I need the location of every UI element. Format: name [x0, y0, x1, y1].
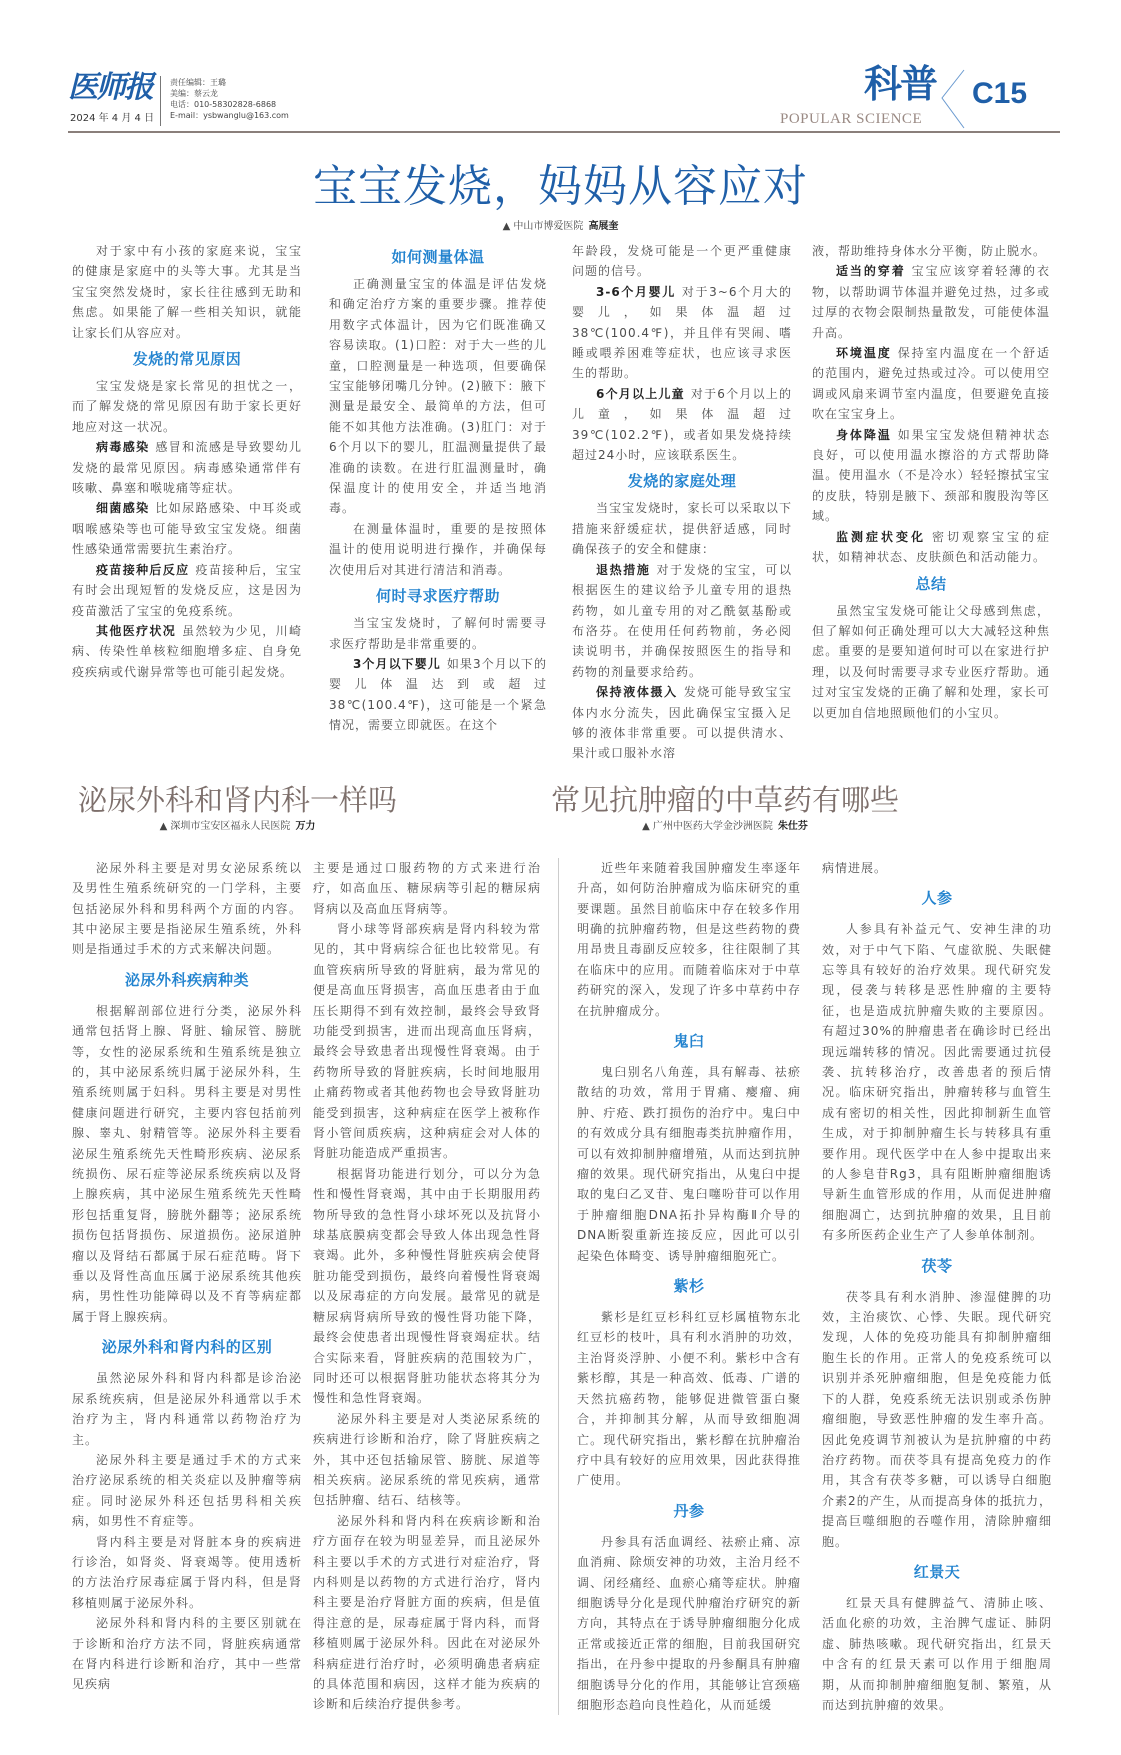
paragraph	[812, 241, 1050, 261]
left-article-column-2	[313, 858, 541, 1716]
paragraph	[812, 261, 1050, 343]
paragraph	[577, 858, 801, 1021]
top-article-column-4	[812, 241, 1050, 723]
paragraph-text: 年龄段，发烧可能是一个更严重健康问题的信号。	[572, 244, 792, 279]
top-article-body	[72, 241, 1121, 764]
paragraph	[72, 621, 302, 682]
paragraph	[822, 919, 1052, 1246]
paragraph-text: 泌尿外科和肾内科的主要区别就在于诊断和治疗方法不同，肾脏疾病通常在肾内科进行诊断和治疗，其中一些常见疾病	[72, 1616, 302, 1692]
paragraph	[72, 241, 302, 343]
section-heading: 丹参	[673, 1501, 705, 1520]
section-name-en: POPULAR SCIENCE	[780, 111, 923, 127]
paragraph-text: 泌尿外科主要是对人类泌尿系统的疾病进行诊断和治疗，除了肾脏疾病之外，其中还包括输尿管、膀胱、尿道等相关疾病。泌尿系统的常见疾病，通常包括肿瘤、结石、结核等。	[313, 1411, 541, 1508]
section-heading: 鬼臼	[673, 1032, 705, 1050]
paragraph-text: 感冒和流感是导致婴幼儿发烧的最常见原因。病毒感染通常伴有咳嗽、鼻塞和喉咙痛等症状。	[72, 440, 302, 496]
byline-author: 万力	[295, 820, 316, 832]
paragraph-lead: 病毒感染	[96, 440, 150, 455]
paragraph-lead: 适当的穿着	[836, 264, 906, 279]
paragraph-lead: 环境温度	[836, 346, 892, 361]
top-article-column-3	[572, 241, 792, 764]
left-article-title: 泌尿外科和肾内科一样吗	[77, 782, 397, 817]
paragraph	[572, 384, 792, 466]
paragraph	[72, 858, 302, 960]
newspaper-logo: 医师报	[68, 70, 152, 105]
paragraph-text: 液，帮助维持身体水分平衡，防止脱水。	[812, 244, 1047, 258]
paragraph-text: 对于6个月以上的儿童，如果体温超过39℃(102.2℉)，或者如果发烧持续超过24小时，应该联系医生。	[572, 386, 792, 463]
paragraph-lead: 保持液体摄入	[596, 685, 678, 700]
paragraph-text: 茯苓具有利水消肿、渗湿健脾的功效，主治痰饮、心悸、失眠。现代研究发现，人体的免疫功能具有抑制肿瘤细胞生长的作用。正常人的免疫系统可以识别并杀死肿瘤细胞，但是免疫能力低下的人群，免疫系统无法识别或杀伤肿瘤细胞，导致恶性肿瘤的发生率升高。因此免疫调节剂被认为是抗肿瘤的中药治疗药物。而茯苓具有提高免疫力的作用，其含有茯苓多糖，可以诱导白细胞介素2的产生，从而提高身体的抵抗力，提高巨噬细胞的吞噬作用，清除肿瘤细胞。	[822, 1289, 1052, 1549]
paragraph-text: 虽然较为少见，川崎病、传染性单核粒细胞增多症、自身免疫疾病或代谢异常等也可能引起发烧。	[72, 623, 302, 679]
paragraph-text: 当宝宝发烧时，了解何时需要寻求医疗帮助是非常重要的。	[329, 616, 547, 651]
email: E-mail：ysbwanglu@163.com	[170, 111, 289, 120]
paragraph	[313, 1511, 541, 1715]
paragraph-text: 肾小球等肾部疾病是肾内科较为常见的，其中肾病综合征也比较常见。有血管疾病所导致的肾脏病，最为常见的便是高血压肾损害，高血压患者由于血压长期得不到有效控制，最终会导致肾功能受到损害，进而出现高血压肾病，最终会导致患者出现慢性肾衰竭。由于药物所导致的肾脏疾病，长时间地服用止痛药物或者其他药物也会导致肾脏功能受到损害，这种病症在医学上被称作肾小管间质疾病，这种病症会对人体的肾脏功能造成严重损害。	[313, 921, 541, 1161]
paragraph	[72, 437, 302, 498]
paragraph-text: 密切观察宝宝的症状，如精神状态、皮肤颜色和活动能力。	[812, 529, 1050, 565]
section-heading: 泌尿外科和肾内科的区别	[101, 1338, 273, 1357]
byline-author: 高展奎	[588, 221, 619, 232]
page-number: C15	[972, 77, 1028, 110]
phone: 电话：010-58302828-6868	[170, 100, 277, 109]
paragraph	[72, 1001, 302, 1328]
section-heading: 泌尿外科疾病种类	[124, 970, 249, 989]
paragraph	[572, 682, 792, 764]
paragraph	[313, 919, 541, 1164]
top-article-title: 宝宝发烧，妈妈从容应对	[313, 161, 808, 212]
section-heading: 紫杉	[673, 1277, 705, 1296]
paragraph-text: 当宝宝发烧时，家长可以采取以下措施来舒缓症状，提供舒适感，同时确保孩子的安全和健康：	[572, 501, 792, 557]
paragraph-text: 泌尿外科和肾内科在疾病诊断和治疗方面存在较为明显差异，而且泌尿外科主要以手术的方式进行对症治疗，肾内科则是以药物的方式进行治疗，肾内科主要是治疗肾脏方面的疾病，但是值得注意的是，尿毒症属于肾内科，而肾移植则属于泌尿外科。因此在对泌尿外科病症进行治疗时，必须明确患者病症的具体范围和病因，这样才能为疾病的诊断和后续治疗提供参考。	[313, 1513, 541, 1712]
paragraph-text: 如果3个月以下的婴儿体温达到或超过38℃(100.4℉)，这可能是一个紧急情况，需要立即就医。在这个	[329, 656, 547, 733]
paragraph	[812, 343, 1050, 425]
paragraph-text: 正确测量宝宝的体温是评估发烧和确定治疗方案的重要步骤。推荐使用数字式体温计，因为它们既准确又容易读取。(1)口腔：对于大一些的儿童，口腔测量是一种选项，但要确保宝宝能够闭嘴几分钟。(2)腋下：腋下测量是最安全、最简单的方法，但可能不如其他方法准确。(3)肛门：对于6个月以下的婴儿，肛温测量提供了最准确的读数。在进行肛温测量时，确保温度计的使用安全，并适当地消毒。	[329, 277, 547, 516]
paragraph-lead: 退热措施	[596, 562, 651, 577]
paragraph	[329, 519, 547, 580]
left-article-header	[0, 782, 475, 834]
paragraph-lead: 疫苗接种后反应	[96, 562, 190, 577]
section-name: 科普	[864, 62, 937, 106]
paragraph-lead: 监测症状变化	[836, 529, 926, 544]
paragraph	[577, 1062, 801, 1266]
right-article-byline	[642, 820, 808, 834]
byline-author: 朱仕芬	[777, 820, 808, 832]
paragraph	[812, 527, 1050, 568]
editor-info	[170, 77, 289, 121]
paragraph-text: 保持室内温度在一个舒适的范围内，避免过热或过冷。可以使用空调或风扇来调节室内温度，但要避免直接吹在宝宝身上。	[812, 346, 1050, 422]
left-article-column-1	[72, 858, 302, 1716]
editor-name: 责任编辑：王璐	[170, 78, 226, 87]
paragraph-text: 根据肾功能进行划分，可以分为急性和慢性肾衰竭，其中由于长期服用药物所导致的急性肾小球坏死以及抗肾小球基底膜病变都会导致人体出现急性肾衰竭。此外，多种慢性肾脏疾病会使肾脏功能受到损伤，最终向着慢性肾衰竭以及尿毒症的方向发展。最常见的就是糖尿病肾病所导致的慢性肾功能下降，最终会使患者出现慢性肾衰竭症状。结合实际来看，肾脏疾病的范围较为广，同时还可以根据肾脏功能状态将其分为慢性和急性肾衰竭。	[313, 1166, 541, 1406]
paragraph	[72, 1613, 302, 1695]
right-article-column-2	[822, 858, 1052, 1716]
left-article-byline	[160, 820, 316, 834]
top-article-column-2	[329, 241, 547, 736]
paragraph	[72, 560, 302, 621]
paragraph	[822, 1287, 1052, 1552]
paragraph-text: 比如尿路感染、中耳炎或咽喉感染等也可能导致宝宝发烧。细菌性感染通常需要抗生素治疗。	[72, 501, 302, 557]
paragraph-text: 发烧可能导致宝宝体内水分流失，因此确保宝宝摄入足够的液体非常重要。可以提供清水、果汁或口服补水溶	[572, 685, 792, 761]
bottom-articles-body	[72, 858, 1121, 1716]
byline-org: ▲ 中山市博爱医院	[502, 221, 584, 232]
top-article-byline	[0, 220, 1121, 234]
paragraph	[572, 498, 792, 559]
paragraph-text: 根据解剖部位进行分类，泌尿外科通常包括肾上腺、肾脏、输尿管、膀胱等，女性的泌尿系统和生殖系统是独立的，其中泌尿系统归属于泌尿外科，生殖系统则属于妇科。男科主要是对男性健康问题进行研究，主要内容包括前列腺、睾丸、射精管等。泌尿外科主要看泌尿生殖系统先天性畸形疾病、泌尿系统损伤、尿石症等泌尿系统疾病以及肾上腺疾病，其中泌尿生殖系统先天性畸形包括重复肾，膀胱外翻等；泌尿系统损伤包括肾损伤、尿道损伤。泌尿道肿瘤以及肾结石都属于尿石症范畴。肾下垂以及肾性高血压属于泌尿系统其他疾病，男性性功能障碍以及不育等病症都属于肾上腺疾病。	[72, 1003, 302, 1324]
paragraph-lead: 其他医疗状况	[96, 623, 177, 638]
right-article-header	[475, 782, 975, 834]
paragraph-lead: 3-6个月婴儿	[596, 284, 676, 299]
paragraph	[329, 274, 547, 519]
issue-date: 2024 年 4 月 4 日	[70, 113, 155, 124]
paragraph-text: 如果宝宝发烧但精神状态良好，可以使用温水擦浴的方式帮助降温。使用温水（不是冷水）轻轻擦拭宝宝的皮肤，特别是腋下、颈部和腹股沟等区域。	[812, 427, 1050, 524]
paragraph	[822, 858, 1052, 878]
paragraph-text: 近些年来随着我国肿瘤发生率逐年升高，如何防治肿瘤成为临床研究的重要课题。虽然目前临床中存在较多作用明确的抗肿瘤药物，但是这些药物的费用昂贵且毒副反应较多，往往限制了其在临床中的应用。而随着临床对于中草药研究的深入，发现了许多中草药中存在抗肿瘤成分。	[577, 860, 801, 1018]
section-heading: 发烧的常见原因	[132, 350, 242, 369]
paragraph	[313, 858, 541, 919]
paragraph-text: 病情进展。	[822, 860, 888, 875]
paragraph	[572, 560, 792, 682]
section-heading: 发烧的家庭处理	[627, 472, 737, 491]
paragraph-text: 虽然宝宝发烧可能让父母感到焦虑，但了解如何正确处理可以大大减轻这种焦虑。重要的是要知道何时可以在家进行护理，以及何时需要寻求专业医疗帮助。通过对宝宝发烧的正确了解和处理，家长可以更加自信地照顾他们的小宝贝。	[812, 603, 1050, 720]
paragraph	[577, 1532, 801, 1716]
byline-org: ▲ 广州中医药大学金沙洲医院	[642, 820, 773, 832]
paragraph	[72, 376, 302, 437]
paragraph	[72, 498, 302, 559]
paragraph-text: 对于家中有小孩的家庭来说，宝宝的健康是家庭中的头等大事。尤其是当宝宝突然发烧时，家长往往感到无助和焦虑。如果能了解一些相关知识，就能让家长们从容应对。	[72, 244, 302, 340]
paragraph-text: 主要是通过口服药物的方式来进行治疗，如高血压、糖尿病等引起的糖尿病肾病以及高血压肾病等。	[313, 860, 541, 916]
paragraph-text: 紫杉是红豆杉科红豆杉属植物东北红豆杉的枝叶，具有利水消肿的功效，主治肾炎浮肿、小便不利。紫杉中含有紫杉醇，其是一种高效、低毒、广谱的天然抗癌药物，能够促进微管蛋白聚合，并抑制其分解，从而导致细胞凋亡。现代研究指出，紫杉醇在抗肿瘤治疗中具有较好的应用效果，因此获得推广使用。	[577, 1310, 801, 1488]
paragraph-text: 宝宝应该穿着轻薄的衣物，以帮助调节体温并避免过热，过多或过厚的衣物会限制热量散发，可能使体温升高。	[812, 264, 1050, 340]
paragraph	[313, 1164, 541, 1409]
paragraph-lead: 身体降温	[836, 427, 892, 442]
masthead-divider	[160, 76, 161, 126]
byline-org: ▲ 深圳市宝安区福永人民医院	[159, 820, 291, 832]
paragraph-text: 鬼臼别名八角莲，具有解毒、祛瘀散结的功效，常用于胃痛、瘿瘤、痈肿、疔疮、跌打损伤的治疗中。鬼臼中的有效成分具有细胞毒类抗肿瘤作用，可以有效抑制肿瘤增殖，从而达到抗肿瘤的效果。现代研究指出，从鬼臼中提取的鬼臼乙叉苷、鬼臼噻吩苷可以作用于肿瘤细胞DNA拓扑异构酶Ⅱ介导的DNA断裂重新连接反应，因此可以引起染色体畸变、诱导肿瘤细胞死亡。	[577, 1065, 801, 1263]
paragraph	[329, 654, 547, 736]
paragraph-lead: 3个月以下婴儿	[353, 656, 441, 671]
paragraph-text: 肾内科主要是对肾脏本身的疾病进行诊治，如肾炎、肾衰竭等。使用透析的方法治疗尿毒症属于肾内科，但是肾移植则属于泌尿外科。	[72, 1534, 302, 1610]
section-heading: 红景天	[913, 1562, 961, 1581]
paragraph	[812, 601, 1050, 723]
paragraph-text: 对于3~6个月大的婴儿，如果体温超过38℃(100.4℉)，并且伴有哭闹、嗜睡或喂养困难等症状，也应该寻求医生的帮助。	[572, 284, 792, 381]
paragraph-text: 人参具有补益元气、安神生津的功效，对于中气下陷、气虚欲脱、失眠健忘等具有较好的治疗效果。现代研究发现，侵袭与转移是恶性肿瘤的主要特征，也是造成抗肿瘤失败的主要原因。有超过30%的肿瘤患者在确诊时已经出现远端转移的情况。因此需要通过抗侵袭、抗转移治疗，改善患者的预后情况。临床研究指出，肿瘤转移与血管生成有密切的相关性，因此抑制新生血管生成，对于抑制肿瘤生长与转移具有重要作用。现代医学中在人参中提取出来的人参皂苷Rg3，具有阻断肿瘤细胞诱导新生血管形成的作用，从而促进肿瘤细胞凋亡，达到抗肿瘤的效果，且目前有多所医药企业生产了人参单体制剂。	[822, 922, 1052, 1243]
paragraph-text: 红景天具有健脾益气、清肺止咳、活血化瘀的功效，主治脾气虚证、肺阴虚、肺热咳嗽。现代研究指出，红景天中含有的红景天素可以作用于细胞周期，从而抑制肿瘤细胞复制、繁殖，从而达到抗肿瘤的效果。	[822, 1595, 1052, 1712]
section-heading: 茯苓	[921, 1256, 953, 1275]
paragraph	[572, 282, 792, 384]
paragraph	[72, 1450, 302, 1532]
section-heading: 人参	[921, 889, 953, 908]
paragraph	[572, 241, 792, 282]
paragraph-lead: 6个月以上儿童	[596, 386, 685, 401]
paragraph	[329, 613, 547, 654]
header-rule	[68, 131, 1060, 133]
paragraph	[313, 1409, 541, 1511]
article-divider	[558, 858, 559, 1716]
paragraph-text: 疫苗接种后，宝宝有时会出现短暂的发烧反应，这是因为疫苗激活了宝宝的免疫系统。	[72, 562, 302, 618]
top-article-column-1	[72, 241, 302, 682]
section-heading: 何时寻求医疗帮助	[375, 587, 500, 606]
paragraph-text: 虽然泌尿外科和肾内科都是诊治泌尿系统疾病，但是泌尿外科通常以手术治疗为主，肾内科通常以药物治疗为主。	[72, 1371, 302, 1447]
paragraph-lead: 细菌感染	[96, 501, 150, 516]
paragraph-text: 宝宝发烧是家长常见的担忧之一，而了解发烧的常见原因有助于家长更好地应对这一状况。	[72, 379, 302, 434]
paragraph-text: 泌尿外科主要是通过手术的方式来治疗泌尿系统的相关炎症以及肿瘤等病症。同时泌尿外科还包括男科相关疾病，如男性不育症等。	[72, 1452, 302, 1529]
paragraph	[812, 425, 1050, 527]
paragraph-text: 对于发烧的宝宝，可以根据医生的建议给予儿童专用的退热药物，如儿童专用的对乙酰氨基酚或布洛芬。在使用任何药物前，务必阅读说明书，并确保按照医生的指导和药物的剂量要求给药。	[572, 562, 792, 679]
chevron-left-icon	[938, 68, 968, 130]
paragraph-text: 在测量体温时，重要的是按照体温计的使用说明进行操作，并确保每次使用后对其进行清洁和消毒。	[329, 521, 547, 577]
section-heading: 总结	[915, 574, 947, 593]
paragraph	[72, 1532, 302, 1614]
right-article-column-1	[577, 858, 801, 1716]
section-heading: 如何测量体温	[391, 248, 485, 266]
bottom-headlines	[0, 782, 1121, 834]
designer-name: 美编：蔡云龙	[170, 89, 218, 98]
right-article-title: 常见抗肿瘤的中草药有哪些	[550, 782, 899, 817]
paragraph	[72, 1368, 302, 1450]
paragraph-text: 丹参具有活血调经、祛瘀止痛、凉血消痈、除烦安神的功效，主治月经不调、闭经痛经、血瘀心痛等症状。肿瘤细胞诱导分化是现代肿瘤治疗研究的新方向，其特点在于诱导肿瘤细胞分化成正常或接近正常的细胞，目前我国研究指出，在丹参中提取的丹参酮具有肿瘤细胞诱导分化的作用，其能够让宫颈癌细胞形态趋向良性趋化，从而延缓	[577, 1534, 801, 1712]
paragraph	[577, 1307, 801, 1491]
paragraph	[822, 1593, 1052, 1715]
paragraph-text: 泌尿外科主要是对男女泌尿系统以及男性生殖系统研究的一门学科，主要包括泌尿外科和男科两个方面的内容。其中泌尿主要是指泌尿生殖系统，外科则是指通过手术的方式来解决问题。	[72, 860, 302, 957]
